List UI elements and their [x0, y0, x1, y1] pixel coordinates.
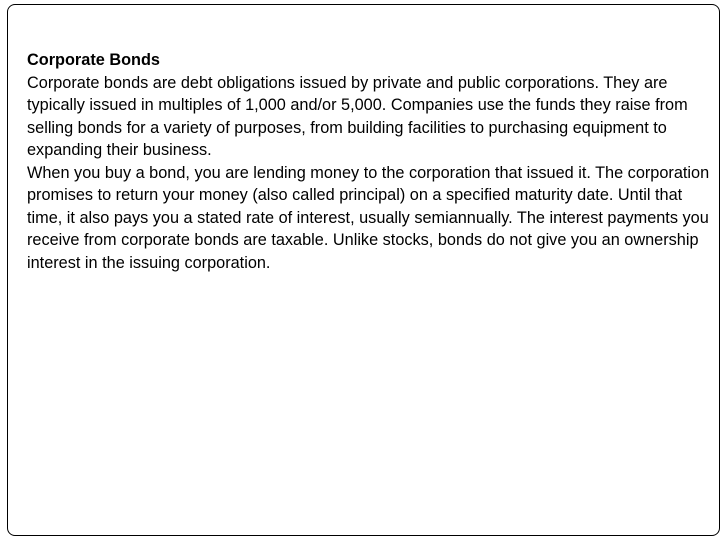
- paragraph-how-it-works: When you buy a bond, you are lending money to the corporation that issued it. The corporation promises to return your money (also called principal) on a specified maturity date. Until that time, it also pays you a stated rate of interest, usually semiannually. The interest payments you receive from corporate bonds are taxable. Unlike stocks, bonds do not give you an ownership interest in the issuing corporation.: [27, 163, 710, 272]
- slide-frame: [7, 4, 720, 536]
- paragraph-definition: Corporate bonds are debt obligations issued by private and public corporations. They are typically issued in multiples of 1,000 and/or 5,000. Companies use the funds they raise from selling bonds for a variety of purposes, from building facilities to purchasing equipment to expanding their business.: [27, 73, 688, 159]
- slide-content: [27, 49, 717, 274]
- slide-heading: Corporate Bonds: [27, 51, 160, 69]
